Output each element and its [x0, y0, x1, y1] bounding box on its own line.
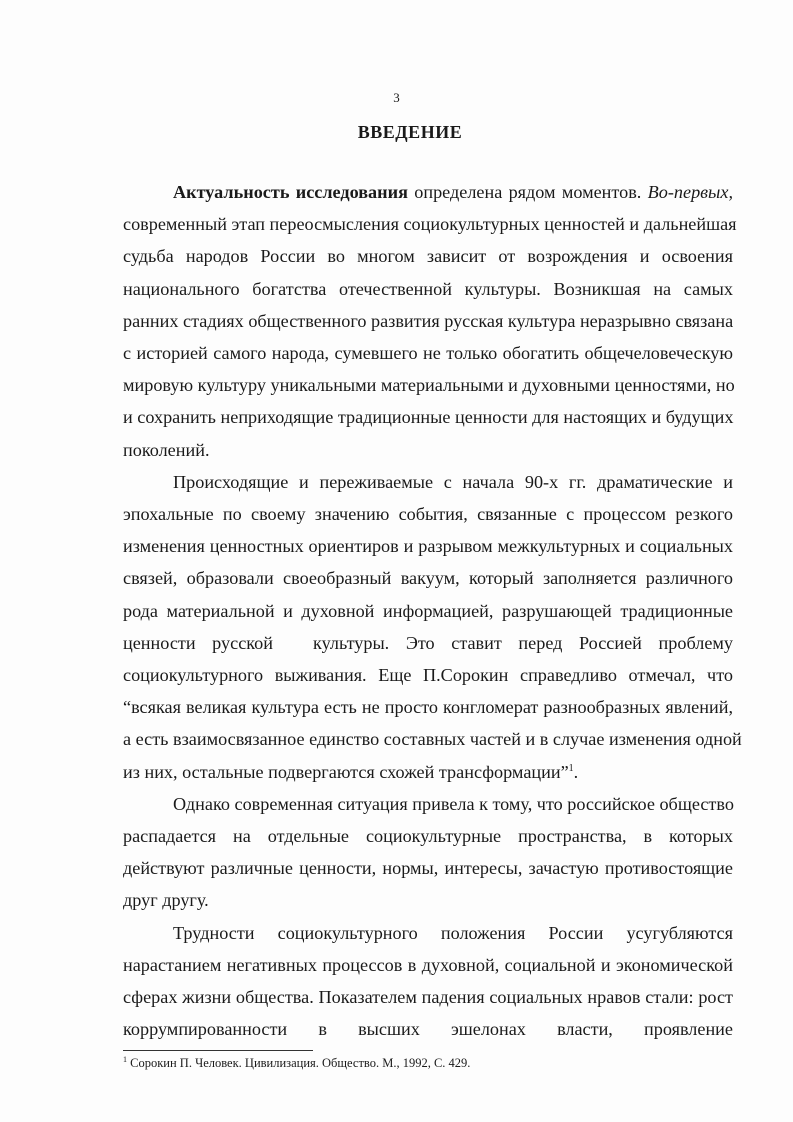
text-line: национального богатства отечественной культуры. Возникшая на самых	[123, 278, 733, 299]
text-line: эпохальные по своему значению события, связанные с процессом резкого	[123, 504, 733, 525]
text-line: современный этап переосмысления социокультурных ценностей и дальнейшая	[123, 214, 737, 235]
word: высших	[358, 1019, 420, 1040]
word: проявление	[644, 1019, 733, 1040]
page-number: 3	[393, 90, 400, 105]
word: эшелонах	[450, 1019, 526, 1040]
text-line	[123, 756, 733, 788]
italic-term: Во-первых,	[647, 182, 733, 202]
page-title: ВВЕДЕНИЕ	[357, 122, 463, 142]
text-line: изменения ценностных ориентиров и разрывом межкультурных и социальных	[123, 536, 733, 557]
text-line: распадается на отдельные социокультурные пространства, в которых	[123, 826, 733, 847]
word: власти,	[557, 1019, 613, 1040]
bold-term: Актуальность исследования	[173, 182, 408, 202]
paragraph-2	[123, 466, 742, 788]
text-line: с историей самого народа, сумевшего не только обогатить общечеловеческую	[123, 343, 733, 364]
text-line: а есть взаимосвязанное единство составных частей и в случае изменения одной	[123, 729, 742, 750]
text-line	[123, 1013, 733, 1045]
text-fragment: .	[573, 761, 579, 782]
text-line: друг другу.	[123, 890, 209, 911]
paragraph-4	[123, 917, 733, 1046]
text-line: социокультурного выживания. Еще П.Сорокин справедливо отмечал, что	[123, 665, 733, 686]
text-line: судьба народов России во многом зависит от возрождения и освоения	[123, 246, 733, 267]
text-line: Происходящие и переживаемые с начала 90-х гг. драматические и	[173, 471, 733, 492]
text-line: Однако современная ситуация привела к тому, что российское общество	[173, 793, 734, 814]
text-line: нарастанием негативных процессов в духовной, социальной и экономической	[123, 954, 733, 975]
footnote-divider	[123, 1050, 313, 1051]
text-line: рода материальной и духовной информацией, разрушающей традиционные	[123, 600, 733, 621]
text-line: сферах жизни общества. Показателем падения социальных нравов стали: рост	[123, 987, 733, 1008]
footnote-ref[interactable]: 1	[568, 762, 574, 774]
text-fragment: из них, остальные подвергаются схожей трансформации”	[123, 761, 569, 782]
text-line: мировую культуру уникальными материальными и духовными ценностями, но	[123, 375, 735, 396]
paragraph-1	[123, 176, 737, 466]
word: коррумпированности	[123, 1019, 288, 1040]
text-line: ранних стадиях общественного развития русская культура неразрывно связана	[123, 310, 734, 331]
text-line	[123, 627, 733, 659]
footnote	[123, 1056, 470, 1071]
footnote-marker: 1	[123, 1055, 127, 1064]
body-text	[123, 176, 742, 1045]
text-line: и сохранить неприходящие традиционные ценности для настоящих и будущих	[123, 407, 734, 428]
text-fragment: определена рядом моментов.	[407, 182, 648, 202]
text-fragment: культуры. Это ставит перед Россией проблему	[313, 632, 733, 653]
text-fragment: ценности русской	[123, 632, 274, 653]
text-line	[123, 176, 733, 208]
footnote-text: Сорокин П. Человек. Цивилизация. Общество. М., 1992, С. 429.	[127, 1056, 471, 1070]
text-line: “всякая великая культура есть не просто конгломерат разнообразных явлений,	[123, 697, 733, 718]
paragraph-3	[123, 788, 733, 917]
word: в	[318, 1019, 327, 1040]
text-line: связей, образовали своеобразный вакуум, который заполняется различного	[123, 568, 733, 589]
text-line: поколений.	[123, 439, 210, 460]
text-line: Трудности социокультурного положения России усугубляются	[173, 922, 733, 943]
text-line: действуют различные ценности, нормы, интересы, зачастую противостоящие	[123, 858, 733, 879]
